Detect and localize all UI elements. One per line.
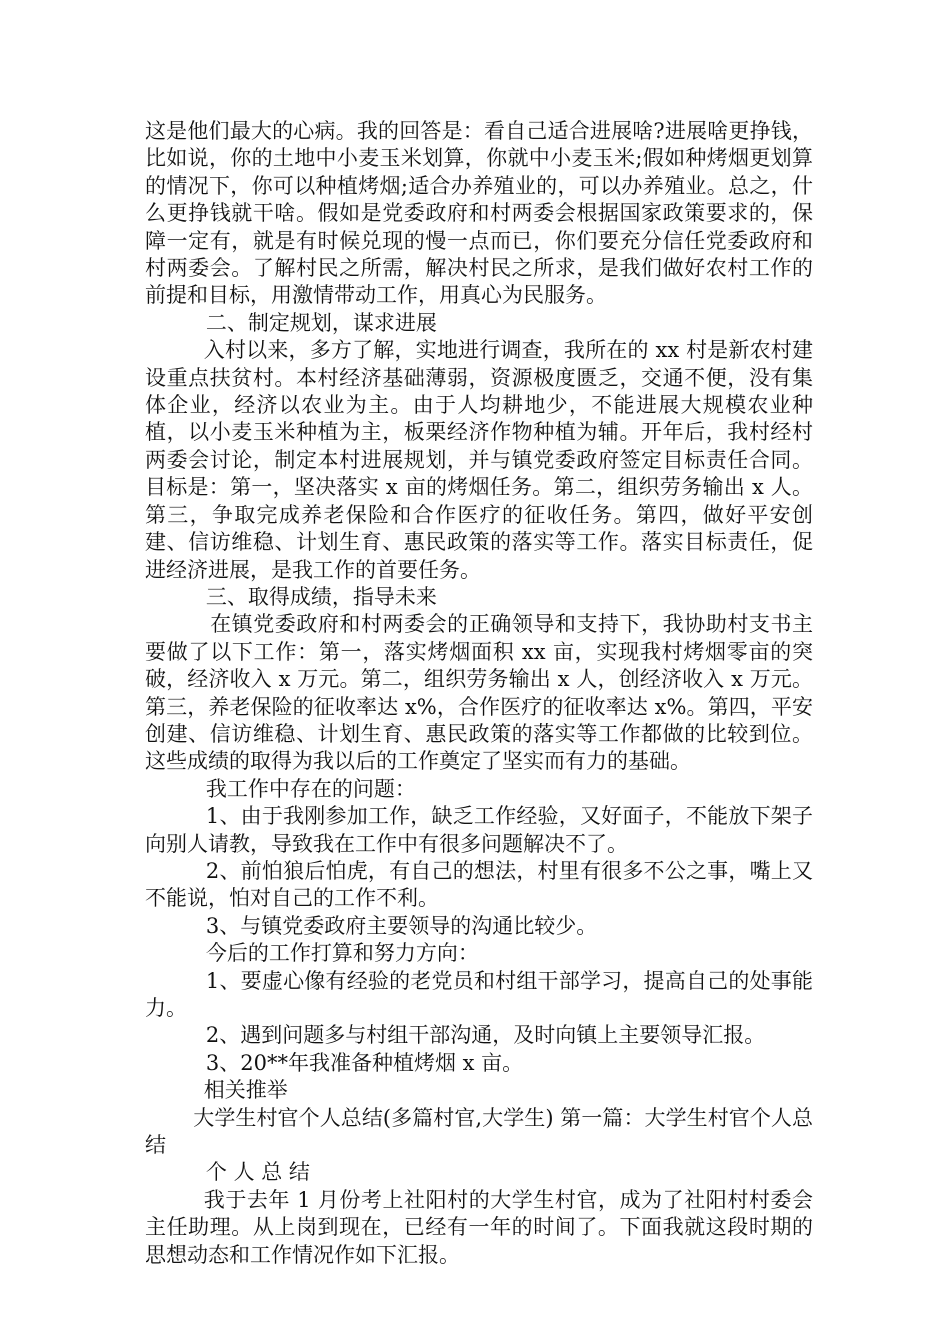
plan-item-3: 3、20**年我准备种植烤烟 x 亩。 (205, 1050, 524, 1075)
problem-item-3: 3、与镇党委政府主要领导的沟通比较少。 (205, 913, 598, 938)
plan-item-1: 1、要虚心像有经验的老党员和村组干部学习，提高自己的处事能力。 (145, 968, 813, 1020)
plan-item-2: 2、遇到问题多与村组干部沟通，及时向镇上主要领导汇报。 (205, 1023, 766, 1048)
plans-heading: 今后的工作打算和努力方向： (205, 941, 479, 966)
section-heading-planning: 二、制定规划，谋求进展 (205, 310, 437, 335)
paragraph-achievements: 在镇党委政府和村两委会的正确领导和支持下，我协助村支书主要做了以下工作：第一，落实烤烟面积 xx 亩，实现我村烤烟零亩的突破，经济收入 x 万元。第二，组织劳务输出 x 人，创经济收入 x 万元。第三，养老保险的征收率达 x%，合作医疗的征收率达 x%。第四，平安创建、信访维稳、计划生育、惠民政策的落实等工作都做的比较到位。这些成绩的取得为我以后的工作奠定了坚实而有力的基础。 (145, 612, 813, 774)
problem-item-2: 2、前怕狼后怕虎，有自己的想法，村里有很多不公之事，嘴上又不能说，怕对自己的工作不利。 (145, 858, 813, 911)
problem-item-1: 1、由于我刚参加工作，缺乏工作经验，又好面子，不能放下架子向别人请教，导致我在工作中有很多问题解决不了。 (145, 804, 813, 856)
related-recommendations-label: 相关推举 (203, 1078, 288, 1103)
paragraph-continuation: 这是他们最大的心病。我的回答是：看自己适合进展啥?进展啥更挣钱，比如说，你的土地中小麦玉米划算，你就中小麦玉米;假如种烤烟更划算的情况下，你可以种植烤烟;适合办养殖业的，可以办养殖业。总之，什么更挣钱就干啥。假如是党委政府和村两委会根据国家政策要求的，保障一定有，就是有时候兑现的慢一点而已，你们要充分信任党委政府和村两委会。了解村民之所需，解决村民之所求，是我们做好农村工作的前提和目标，用激情带动工作，用真心为民服务。 (145, 119, 813, 308)
section-heading-achievements: 三、取得成绩，指导未来 (205, 584, 437, 609)
related-article-title: 大学生村官个人总结(多篇村官,大学生) 第一篇：大学生村官个人总结 (145, 1105, 813, 1158)
document-body (145, 118, 813, 1269)
paragraph-intro: 我于去年 1 月份考上社阳村的大学生村官，成为了社阳村村委会主任助理。从上岗到现在，已经有一年的时间了。下面我就这段时期的思想动态和工作情况作如下汇报。 (145, 1187, 813, 1267)
problems-heading: 我工作中存在的问题： (205, 776, 416, 801)
summary-title: 个 人 总 结 (205, 1160, 310, 1185)
paragraph-planning: 入村以来，多方了解，实地进行调查，我所在的 xx 村是新农村建设重点扶贫村。本村经济基础薄弱，资源极度匮乏，交通不便，没有集体企业，经济以农业为主。由于人均耕地少，不能进展大规模农业种植，以小麦玉米种植为主，板栗经济作物种植为辅。开年后，我村经村两委会讨论，制定本村进展规划，并与镇党委政府签定目标责任合同。目标是：第一，坚决落实 x 亩的烤烟任务。第二，组织劳务输出 x 人。第三，争取完成养老保险和合作医疗的征收任务。第四，做好平安创建、信访维稳、计划生育、惠民政策的落实等工作。落实目标责任，促进经济进展，是我工作的首要任务。 (145, 338, 813, 582)
